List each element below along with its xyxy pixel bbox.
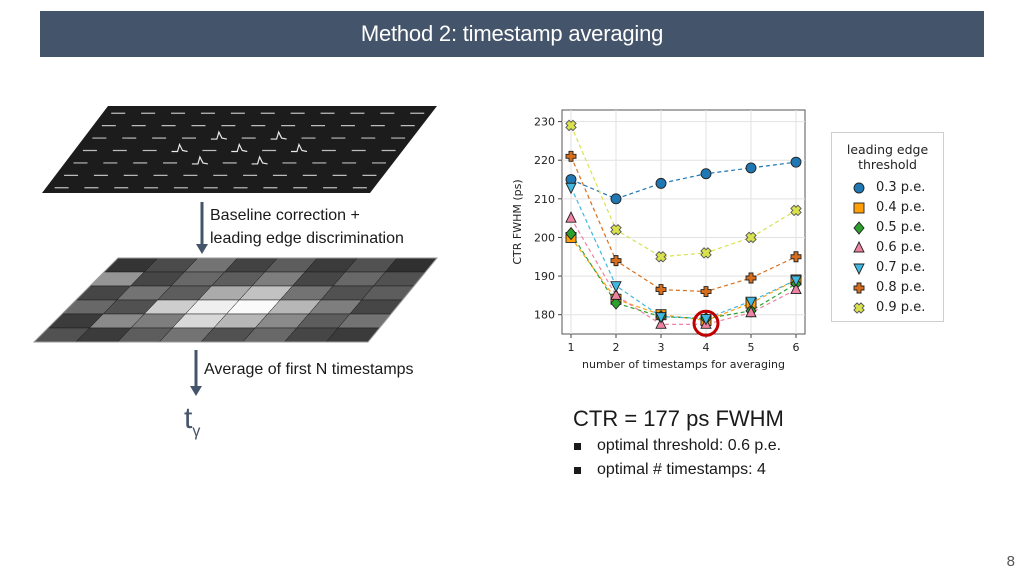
ctr-chart xyxy=(505,100,825,380)
y-tick-label: 190 xyxy=(534,270,555,284)
legend-marker-icon xyxy=(850,239,868,257)
legend-label: 0.9 p.e. xyxy=(876,300,926,315)
y-tick-label: 230 xyxy=(534,115,555,129)
legend-title: leading edge threshold xyxy=(846,142,929,172)
x-tick-label: 4 xyxy=(702,341,710,354)
t-gamma-result xyxy=(184,402,200,441)
legend-label: 0.5 p.e. xyxy=(876,220,926,235)
chart-legend xyxy=(831,132,944,322)
legend-marker-icon xyxy=(850,299,868,317)
bullet-square-icon xyxy=(574,443,581,450)
legend-label: 0.7 p.e. xyxy=(876,260,926,275)
step1-label-line1: Baseline correction + xyxy=(210,207,360,224)
y-tick-label: 200 xyxy=(534,231,555,245)
legend-marker xyxy=(852,301,866,315)
legend-marker-icon xyxy=(850,219,868,237)
y-axis-label: CTR FWHM (ps) xyxy=(511,179,524,265)
arrow-down-2 xyxy=(190,350,202,396)
data-point xyxy=(746,163,756,173)
legend-marker-icon xyxy=(850,259,868,277)
legend-marker xyxy=(854,222,864,234)
data-point xyxy=(701,169,711,179)
legend-marker xyxy=(854,242,864,252)
arrow-down-1 xyxy=(196,202,208,254)
raw-waveform-grid xyxy=(42,106,437,193)
x-tick-label: 1 xyxy=(567,341,575,354)
x-tick-label: 3 xyxy=(657,341,665,354)
y-tick-label: 180 xyxy=(534,308,555,322)
x-tick-label: 5 xyxy=(747,341,755,354)
legend-label: 0.4 p.e. xyxy=(876,200,926,215)
legend-marker xyxy=(852,301,866,315)
legend-marker xyxy=(854,264,864,274)
gamma-subscript: γ xyxy=(192,423,201,440)
legend-marker xyxy=(854,183,864,193)
processing-diagram xyxy=(0,0,480,400)
data-point xyxy=(611,194,621,204)
legend-label: 0.6 p.e. xyxy=(876,240,926,255)
bullet-item xyxy=(573,458,784,482)
legend-marker xyxy=(854,283,864,293)
bullet-square-icon xyxy=(574,467,581,474)
page-number: 8 xyxy=(1006,553,1015,570)
legend-marker xyxy=(854,203,864,213)
step1-label-line2: leading edge discrimination xyxy=(210,230,404,247)
y-tick-label: 210 xyxy=(534,192,555,206)
data-point xyxy=(656,178,666,188)
slide-title: Method 2: timestamp averaging xyxy=(360,21,664,46)
bullet-text: optimal # timestamps: 4 xyxy=(597,461,766,478)
t-symbol: t xyxy=(184,402,193,435)
legend-marker-icon xyxy=(850,199,868,217)
bullet-text: optimal threshold: 0.6 p.e. xyxy=(597,437,782,454)
legend-marker-icon xyxy=(850,179,868,197)
legend-label: 0.8 p.e. xyxy=(876,280,926,295)
x-axis-label: number of timestamps for averaging xyxy=(582,358,785,371)
step2-label: Average of first N timestamps xyxy=(204,361,414,378)
y-tick-label: 220 xyxy=(534,154,555,168)
x-tick-label: 6 xyxy=(792,341,800,354)
legend-label: 0.3 p.e. xyxy=(876,180,926,195)
x-tick-label: 2 xyxy=(612,341,620,354)
summary-block xyxy=(573,404,784,482)
data-point xyxy=(791,157,801,167)
ctr-result: CTR = 177 ps FWHM xyxy=(573,406,784,431)
bullet-item xyxy=(573,434,784,458)
legend-marker-icon xyxy=(850,279,868,297)
